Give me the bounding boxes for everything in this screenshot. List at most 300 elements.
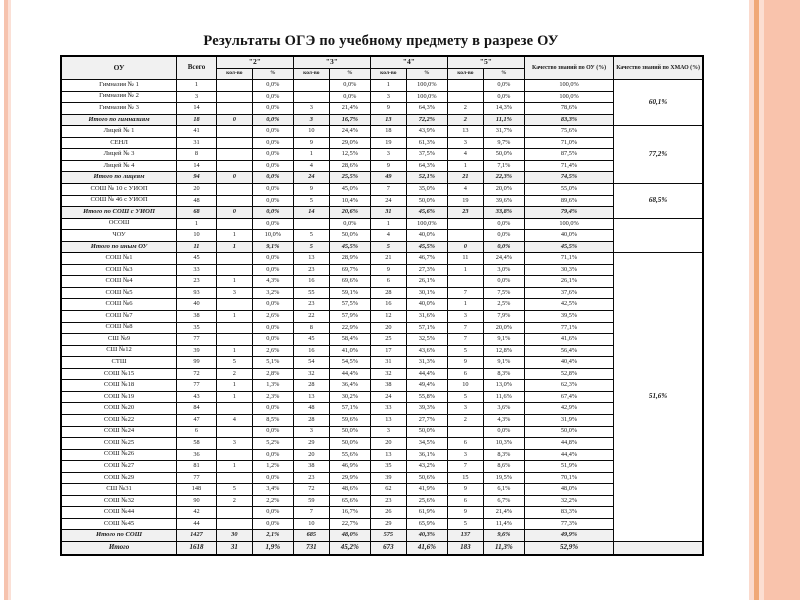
- cell-quality-ou: 71,1%: [524, 253, 613, 265]
- cell-percent-4: 40,0%: [406, 230, 447, 242]
- table-row: [61, 103, 703, 115]
- cell-percent-5: 3,0%: [483, 264, 524, 276]
- table-row: [61, 403, 703, 415]
- table-row: [61, 391, 703, 403]
- table-row: [61, 276, 703, 288]
- cell-quality-ou: 44,8%: [524, 438, 613, 450]
- cell-count-5: [447, 91, 483, 103]
- cell-percent-2: 0,0%: [252, 322, 293, 334]
- table-row: [61, 114, 703, 126]
- cell-percent-2: 2,6%: [252, 345, 293, 357]
- cell-count-5: 3: [447, 311, 483, 323]
- cell-count-4: 4: [370, 230, 406, 242]
- cell-total: 68: [177, 207, 217, 219]
- cell-quality-ou: 30,3%: [524, 264, 613, 276]
- cell-percent-3: 12,5%: [329, 149, 370, 161]
- cell-percent-4: 100,0%: [406, 218, 447, 230]
- cell-total: 58: [177, 438, 217, 450]
- cell-percent-5: 14,3%: [483, 103, 524, 115]
- cell-percent-3: 0,0%: [329, 80, 370, 92]
- cell-percent-2: 0,0%: [252, 91, 293, 103]
- subheader-count-4: кол-во: [370, 68, 406, 80]
- cell-total: 6: [177, 426, 217, 438]
- table-row: [61, 91, 703, 103]
- ogee-results-table: [60, 55, 704, 556]
- cell-count-3: [293, 91, 329, 103]
- cell-percent-4: 49,4%: [406, 380, 447, 392]
- table-row: [61, 461, 703, 473]
- cell-quality-ou: 83,3%: [524, 507, 613, 519]
- table-row: [61, 541, 703, 555]
- cell-ou-name: СОШ №24: [61, 426, 177, 438]
- table-row: [61, 311, 703, 323]
- cell-percent-3: 22,7%: [329, 518, 370, 530]
- cell-percent-2: 2,3%: [252, 391, 293, 403]
- cell-quality-hmao: 51,6%: [614, 253, 703, 542]
- cell-percent-3: 28,6%: [329, 160, 370, 172]
- cell-quality-ou: 71,0%: [524, 137, 613, 149]
- cell-quality-ou: 70,1%: [524, 472, 613, 484]
- cell-percent-5: 9,1%: [483, 357, 524, 369]
- cell-quality-ou: 100,0%: [524, 218, 613, 230]
- table-row: [61, 518, 703, 530]
- cell-count-3: 5: [293, 230, 329, 242]
- cell-count-2: [216, 103, 252, 115]
- cell-percent-3: 16,7%: [329, 507, 370, 519]
- cell-percent-5: 20,0%: [483, 322, 524, 334]
- cell-count-3: 48: [293, 403, 329, 415]
- cell-percent-3: 46,9%: [329, 461, 370, 473]
- cell-percent-3: 28,9%: [329, 253, 370, 265]
- cell-total: 23: [177, 276, 217, 288]
- cell-count-3: 16: [293, 345, 329, 357]
- right-accent-band: [759, 0, 800, 600]
- cell-percent-5: 12,8%: [483, 345, 524, 357]
- cell-quality-ou: 40,0%: [524, 230, 613, 242]
- cell-percent-2: 0,0%: [252, 507, 293, 519]
- cell-count-4: 9: [370, 103, 406, 115]
- cell-count-2: 1: [216, 380, 252, 392]
- cell-percent-2: 1,2%: [252, 461, 293, 473]
- cell-ou-name: Лицей № 4: [61, 160, 177, 172]
- cell-percent-5: 11,6%: [483, 391, 524, 403]
- cell-count-5: 3: [447, 137, 483, 149]
- cell-ou-name: СОШ №6: [61, 299, 177, 311]
- cell-count-3: 13: [293, 391, 329, 403]
- cell-quality-ou: 62,3%: [524, 380, 613, 392]
- cell-count-3: 55: [293, 287, 329, 299]
- cell-total: 40: [177, 299, 217, 311]
- cell-quality-ou: 37,6%: [524, 287, 613, 299]
- cell-percent-3: 30,2%: [329, 391, 370, 403]
- table-row: [61, 322, 703, 334]
- cell-count-4: 673: [370, 541, 406, 555]
- cell-ou-name: СОШ №25: [61, 438, 177, 450]
- col-header-grade-3: "3": [293, 56, 370, 68]
- cell-percent-4: 64,3%: [406, 160, 447, 172]
- cell-ou-name: СОШ №3: [61, 264, 177, 276]
- cell-percent-2: 0,0%: [252, 80, 293, 92]
- cell-ou-name: Гимназия № 2: [61, 91, 177, 103]
- cell-count-4: 38: [370, 380, 406, 392]
- cell-count-4: 24: [370, 195, 406, 207]
- cell-ou-name: СОШ № 10 с УИОП: [61, 184, 177, 196]
- cell-count-4: 3: [370, 149, 406, 161]
- cell-percent-5: 8,3%: [483, 449, 524, 461]
- cell-count-5: [447, 276, 483, 288]
- cell-count-3: 59: [293, 495, 329, 507]
- col-header-quality-hmao: Качество знаний по ХМАО (%): [614, 56, 703, 80]
- cell-count-4: 20: [370, 438, 406, 450]
- cell-count-3: 3: [293, 114, 329, 126]
- cell-percent-5: 0,0%: [483, 218, 524, 230]
- table-row: [61, 299, 703, 311]
- cell-count-3: 72: [293, 484, 329, 496]
- cell-percent-4: 25,6%: [406, 495, 447, 507]
- cell-percent-2: 0,0%: [252, 103, 293, 115]
- table-row: [61, 137, 703, 149]
- cell-percent-2: 0,0%: [252, 403, 293, 415]
- cell-percent-2: 0,0%: [252, 114, 293, 126]
- cell-percent-2: 3,2%: [252, 287, 293, 299]
- cell-percent-4: 46,7%: [406, 253, 447, 265]
- cell-percent-5: 7,5%: [483, 287, 524, 299]
- cell-percent-4: 35,0%: [406, 184, 447, 196]
- cell-total: 14: [177, 103, 217, 115]
- cell-ou-name: СОШ №8: [61, 322, 177, 334]
- cell-percent-4: 61,3%: [406, 137, 447, 149]
- cell-quality-ou: 51,9%: [524, 461, 613, 473]
- cell-count-2: [216, 137, 252, 149]
- table-row: [61, 484, 703, 496]
- cell-percent-4: 45,6%: [406, 207, 447, 219]
- cell-count-2: 3: [216, 438, 252, 450]
- cell-count-4: 20: [370, 322, 406, 334]
- cell-total: 1: [177, 80, 217, 92]
- cell-count-4: 33: [370, 403, 406, 415]
- cell-count-2: [216, 334, 252, 346]
- cell-total: 99: [177, 357, 217, 369]
- cell-count-2: 5: [216, 357, 252, 369]
- cell-percent-4: 31,3%: [406, 357, 447, 369]
- cell-quality-ou: 89,6%: [524, 195, 613, 207]
- cell-percent-5: 11,4%: [483, 518, 524, 530]
- cell-count-4: 39: [370, 472, 406, 484]
- cell-percent-3: 54,5%: [329, 357, 370, 369]
- table-row: [61, 438, 703, 450]
- cell-quality-hmao: 68,5%: [614, 184, 703, 219]
- cell-count-2: 1: [216, 461, 252, 473]
- cell-ou-name: СОШ №26: [61, 449, 177, 461]
- cell-count-3: 5: [293, 195, 329, 207]
- cell-total: 18: [177, 114, 217, 126]
- cell-count-3: 23: [293, 264, 329, 276]
- cell-count-2: 4: [216, 414, 252, 426]
- cell-percent-3: 29,0%: [329, 137, 370, 149]
- cell-percent-5: 4,3%: [483, 414, 524, 426]
- cell-count-3: 1: [293, 149, 329, 161]
- results-table-container: [14, 55, 748, 556]
- cell-percent-3: 50,0%: [329, 438, 370, 450]
- cell-percent-2: 0,0%: [252, 149, 293, 161]
- cell-ou-name: СОШ №44: [61, 507, 177, 519]
- cell-percent-4: 64,3%: [406, 103, 447, 115]
- table-row: [61, 426, 703, 438]
- cell-percent-2: 0,0%: [252, 518, 293, 530]
- cell-count-2: 5: [216, 484, 252, 496]
- cell-count-2: [216, 80, 252, 92]
- cell-percent-3: 22,9%: [329, 322, 370, 334]
- cell-percent-2: 2,6%: [252, 311, 293, 323]
- cell-count-5: 19: [447, 195, 483, 207]
- cell-count-2: [216, 322, 252, 334]
- cell-percent-2: 9,1%: [252, 241, 293, 253]
- cell-percent-4: 43,6%: [406, 345, 447, 357]
- cell-quality-ou: 39,5%: [524, 311, 613, 323]
- col-header-total: Всего: [177, 56, 217, 80]
- cell-count-4: 23: [370, 495, 406, 507]
- cell-count-5: 15: [447, 472, 483, 484]
- cell-count-2: 3: [216, 287, 252, 299]
- cell-percent-4: 40,3%: [406, 530, 447, 542]
- cell-percent-5: 13,0%: [483, 380, 524, 392]
- cell-count-2: 1: [216, 311, 252, 323]
- cell-percent-2: 0,0%: [252, 172, 293, 184]
- cell-percent-4: 36,1%: [406, 449, 447, 461]
- cell-quality-ou: 87,5%: [524, 149, 613, 161]
- cell-quality-hmao: [614, 541, 703, 555]
- cell-count-3: 5: [293, 241, 329, 253]
- cell-count-4: 31: [370, 357, 406, 369]
- cell-percent-5: 50,0%: [483, 149, 524, 161]
- right-accent-line-light: [759, 0, 764, 600]
- cell-total: 47: [177, 414, 217, 426]
- cell-total: 31: [177, 137, 217, 149]
- table-row: [61, 368, 703, 380]
- cell-ou-name: Гимназия № 3: [61, 103, 177, 115]
- cell-percent-4: 57,1%: [406, 322, 447, 334]
- cell-percent-3: 48,0%: [329, 530, 370, 542]
- cell-percent-4: 41,6%: [406, 541, 447, 555]
- cell-count-2: [216, 253, 252, 265]
- cell-count-3: 7: [293, 507, 329, 519]
- cell-percent-3: 57,5%: [329, 299, 370, 311]
- cell-count-4: 49: [370, 172, 406, 184]
- cell-percent-3: 59,1%: [329, 287, 370, 299]
- cell-percent-3: 25,5%: [329, 172, 370, 184]
- cell-count-2: [216, 91, 252, 103]
- cell-count-4: 9: [370, 264, 406, 276]
- cell-quality-ou: 48,0%: [524, 484, 613, 496]
- cell-percent-5: 9,7%: [483, 137, 524, 149]
- cell-ou-name: СОШ №7: [61, 311, 177, 323]
- cell-count-5: 2: [447, 103, 483, 115]
- cell-count-4: 12: [370, 311, 406, 323]
- cell-quality-ou: 77,1%: [524, 322, 613, 334]
- cell-count-3: 4: [293, 160, 329, 172]
- cell-count-5: 2: [447, 414, 483, 426]
- cell-count-2: [216, 184, 252, 196]
- cell-ou-name: СОШ №32: [61, 495, 177, 507]
- cell-ou-name: СЕНЛ: [61, 137, 177, 149]
- cell-count-5: 9: [447, 484, 483, 496]
- cell-percent-2: 2,2%: [252, 495, 293, 507]
- cell-percent-3: 55,6%: [329, 449, 370, 461]
- cell-total: 3: [177, 91, 217, 103]
- cell-percent-2: 5,2%: [252, 438, 293, 450]
- cell-count-3: 23: [293, 299, 329, 311]
- cell-percent-3: 20,6%: [329, 207, 370, 219]
- cell-percent-3: 36,4%: [329, 380, 370, 392]
- cell-quality-ou: 100,0%: [524, 91, 613, 103]
- cell-count-2: 31: [216, 541, 252, 555]
- table-row: [61, 357, 703, 369]
- cell-count-5: 7: [447, 287, 483, 299]
- cell-percent-2: 0,0%: [252, 426, 293, 438]
- cell-percent-4: 50,0%: [406, 426, 447, 438]
- table-row: [61, 230, 703, 242]
- cell-percent-2: 0,0%: [252, 253, 293, 265]
- cell-percent-3: 50,0%: [329, 426, 370, 438]
- cell-quality-ou: 83,3%: [524, 114, 613, 126]
- cell-count-2: 2: [216, 368, 252, 380]
- cell-percent-3: 58,4%: [329, 334, 370, 346]
- table-row: [61, 184, 703, 196]
- cell-quality-ou: 45,5%: [524, 241, 613, 253]
- cell-percent-5: 2,5%: [483, 299, 524, 311]
- cell-quality-hmao: 77,2%: [614, 126, 703, 184]
- cell-percent-3: 69,7%: [329, 264, 370, 276]
- cell-ou-name: Итого по иным ОУ: [61, 241, 177, 253]
- cell-count-2: [216, 195, 252, 207]
- cell-percent-3: 0,0%: [329, 91, 370, 103]
- cell-quality-ou: 71,4%: [524, 160, 613, 172]
- cell-percent-3: 57,1%: [329, 403, 370, 415]
- table-row: [61, 126, 703, 138]
- cell-count-5: [447, 230, 483, 242]
- cell-percent-4: 100,0%: [406, 91, 447, 103]
- cell-total: 45: [177, 253, 217, 265]
- table-row: [61, 334, 703, 346]
- cell-percent-2: 4,3%: [252, 276, 293, 288]
- cell-percent-4: 44,4%: [406, 368, 447, 380]
- cell-count-4: 13: [370, 114, 406, 126]
- cell-count-2: 1: [216, 345, 252, 357]
- cell-count-4: 13: [370, 449, 406, 461]
- table-row: [61, 287, 703, 299]
- cell-ou-name: ОСОШ: [61, 218, 177, 230]
- cell-ou-name: Итого по гимназиям: [61, 114, 177, 126]
- cell-quality-ou: 74,5%: [524, 172, 613, 184]
- cell-quality-ou: 67,4%: [524, 391, 613, 403]
- cell-percent-5: 0,0%: [483, 80, 524, 92]
- cell-count-3: 29: [293, 438, 329, 450]
- cell-count-5: 6: [447, 495, 483, 507]
- cell-percent-2: 2,1%: [252, 530, 293, 542]
- cell-percent-4: 41,9%: [406, 484, 447, 496]
- cell-percent-2: 0,0%: [252, 299, 293, 311]
- cell-count-3: 3: [293, 103, 329, 115]
- cell-ou-name: СОШ №18: [61, 380, 177, 392]
- cell-count-5: 11: [447, 253, 483, 265]
- cell-count-4: 17: [370, 345, 406, 357]
- cell-total: 1427: [177, 530, 217, 542]
- cell-percent-3: 21,4%: [329, 103, 370, 115]
- cell-quality-ou: 75,6%: [524, 126, 613, 138]
- cell-quality-ou: 41,6%: [524, 334, 613, 346]
- cell-count-2: [216, 403, 252, 415]
- table-row: [61, 207, 703, 219]
- cell-ou-name: СОШ №29: [61, 472, 177, 484]
- cell-percent-5: 3,6%: [483, 403, 524, 415]
- cell-total: 90: [177, 495, 217, 507]
- table-row: [61, 380, 703, 392]
- cell-count-5: 5: [447, 518, 483, 530]
- cell-percent-4: 50,0%: [406, 195, 447, 207]
- cell-count-2: [216, 126, 252, 138]
- cell-count-4: 6: [370, 276, 406, 288]
- cell-total: 77: [177, 380, 217, 392]
- cell-percent-4: 55,8%: [406, 391, 447, 403]
- cell-ou-name: СОШ №4: [61, 276, 177, 288]
- col-header-grade-4: "4": [370, 56, 447, 68]
- cell-percent-5: 19,5%: [483, 472, 524, 484]
- cell-percent-5: 9,1%: [483, 334, 524, 346]
- cell-percent-5: 0,0%: [483, 276, 524, 288]
- cell-total: 41: [177, 126, 217, 138]
- table-row: [61, 160, 703, 172]
- cell-percent-3: 59,6%: [329, 414, 370, 426]
- cell-ou-name: Итого по лицеям: [61, 172, 177, 184]
- cell-quality-ou: 42,9%: [524, 403, 613, 415]
- cell-count-4: 25: [370, 334, 406, 346]
- cell-percent-4: 45,5%: [406, 241, 447, 253]
- cell-count-5: 4: [447, 184, 483, 196]
- col-header-grade-2: "2": [216, 56, 293, 68]
- cell-quality-ou: 100,0%: [524, 80, 613, 92]
- cell-quality-ou: 26,1%: [524, 276, 613, 288]
- cell-count-3: 9: [293, 137, 329, 149]
- cell-percent-3: 50,0%: [329, 230, 370, 242]
- cell-count-3: 23: [293, 472, 329, 484]
- cell-percent-5: 33,8%: [483, 207, 524, 219]
- cell-percent-4: 40,0%: [406, 299, 447, 311]
- cell-count-5: 7: [447, 334, 483, 346]
- cell-count-3: 54: [293, 357, 329, 369]
- cell-count-2: [216, 472, 252, 484]
- cell-quality-ou: 50,0%: [524, 426, 613, 438]
- cell-ou-name: СОШ №5: [61, 287, 177, 299]
- cell-percent-3: 16,7%: [329, 114, 370, 126]
- cell-ou-name: СОШ №20: [61, 403, 177, 415]
- cell-percent-2: 0,0%: [252, 472, 293, 484]
- cell-percent-3: 0,0%: [329, 218, 370, 230]
- cell-count-2: [216, 507, 252, 519]
- cell-percent-5: 0,0%: [483, 426, 524, 438]
- cell-count-2: 30: [216, 530, 252, 542]
- col-header-ou: ОУ: [61, 56, 177, 80]
- cell-percent-5: 39,6%: [483, 195, 524, 207]
- cell-total: 48: [177, 195, 217, 207]
- right-accent-line-pale: [749, 0, 754, 600]
- cell-quality-hmao: 60,1%: [614, 80, 703, 126]
- table-row: [61, 264, 703, 276]
- cell-count-5: 10: [447, 380, 483, 392]
- cell-count-4: 29: [370, 518, 406, 530]
- cell-count-4: 32: [370, 368, 406, 380]
- cell-count-5: [447, 218, 483, 230]
- cell-total: 33: [177, 264, 217, 276]
